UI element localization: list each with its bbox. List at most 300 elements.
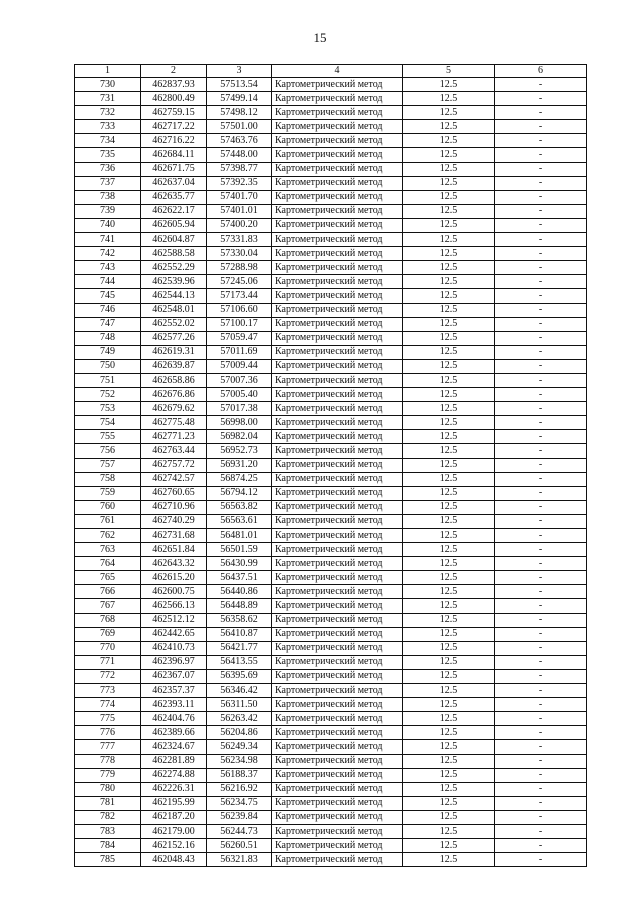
note-cell: - [495, 162, 587, 176]
accuracy-cell: 12.5 [403, 486, 495, 500]
accuracy-cell: 12.5 [403, 303, 495, 317]
y-coordinate-cell: 56321.83 [207, 853, 272, 867]
y-coordinate-cell: 56481.01 [207, 529, 272, 543]
method-cell: Картометрический метод [272, 247, 403, 261]
point-number-cell: 757 [75, 458, 141, 472]
method-cell: Картометрический метод [272, 275, 403, 289]
point-number-cell: 747 [75, 317, 141, 331]
y-coordinate-cell: 57100.17 [207, 317, 272, 331]
method-cell: Картометрический метод [272, 331, 403, 345]
note-cell: - [495, 853, 587, 867]
x-coordinate-cell: 462566.13 [141, 599, 207, 613]
method-cell: Картометрический метод [272, 78, 403, 92]
y-coordinate-cell: 56437.51 [207, 571, 272, 585]
point-number-cell: 732 [75, 106, 141, 120]
point-number-cell: 738 [75, 190, 141, 204]
note-cell: - [495, 543, 587, 557]
point-number-cell: 764 [75, 557, 141, 571]
y-coordinate-cell: 57245.06 [207, 275, 272, 289]
method-cell: Картометрический метод [272, 218, 403, 232]
table-row [75, 176, 587, 190]
accuracy-cell: 12.5 [403, 373, 495, 387]
accuracy-cell: 12.5 [403, 275, 495, 289]
point-number-cell: 737 [75, 176, 141, 190]
x-coordinate-cell: 462552.29 [141, 261, 207, 275]
accuracy-cell: 12.5 [403, 78, 495, 92]
y-coordinate-cell: 56346.42 [207, 684, 272, 698]
column-header-2: 2 [141, 65, 207, 78]
accuracy-cell: 12.5 [403, 190, 495, 204]
accuracy-cell: 12.5 [403, 853, 495, 867]
accuracy-cell: 12.5 [403, 176, 495, 190]
accuracy-cell: 12.5 [403, 768, 495, 782]
x-coordinate-cell: 462775.48 [141, 416, 207, 430]
x-coordinate-cell: 462187.20 [141, 810, 207, 824]
table-row [75, 824, 587, 838]
note-cell: - [495, 571, 587, 585]
note-cell: - [495, 345, 587, 359]
note-cell: - [495, 627, 587, 641]
x-coordinate-cell: 462716.22 [141, 134, 207, 148]
note-cell: - [495, 430, 587, 444]
y-coordinate-cell: 57499.14 [207, 92, 272, 106]
x-coordinate-cell: 462639.87 [141, 359, 207, 373]
accuracy-cell: 12.5 [403, 839, 495, 853]
method-cell: Картометрический метод [272, 853, 403, 867]
accuracy-cell: 12.5 [403, 148, 495, 162]
method-cell: Картометрический метод [272, 317, 403, 331]
method-cell: Картометрический метод [272, 655, 403, 669]
note-cell: - [495, 768, 587, 782]
y-coordinate-cell: 57392.35 [207, 176, 272, 190]
accuracy-cell: 12.5 [403, 740, 495, 754]
table-row [75, 712, 587, 726]
method-cell: Картометрический метод [272, 514, 403, 528]
note-cell: - [495, 289, 587, 303]
table-row [75, 162, 587, 176]
point-number-cell: 750 [75, 359, 141, 373]
x-coordinate-cell: 462800.49 [141, 92, 207, 106]
y-coordinate-cell: 56563.61 [207, 514, 272, 528]
accuracy-cell: 12.5 [403, 247, 495, 261]
table-row [75, 444, 587, 458]
table-row [75, 529, 587, 543]
method-cell: Картометрический метод [272, 120, 403, 134]
point-number-cell: 744 [75, 275, 141, 289]
point-number-cell: 762 [75, 529, 141, 543]
accuracy-cell: 12.5 [403, 92, 495, 106]
note-cell: - [495, 698, 587, 712]
x-coordinate-cell: 462604.87 [141, 233, 207, 247]
table-row [75, 698, 587, 712]
y-coordinate-cell: 57011.69 [207, 345, 272, 359]
accuracy-cell: 12.5 [403, 641, 495, 655]
note-cell: - [495, 106, 587, 120]
x-coordinate-cell: 462442.65 [141, 627, 207, 641]
accuracy-cell: 12.5 [403, 684, 495, 698]
table-row [75, 853, 587, 867]
point-number-cell: 774 [75, 698, 141, 712]
point-number-cell: 767 [75, 599, 141, 613]
method-cell: Картометрический метод [272, 289, 403, 303]
accuracy-cell: 12.5 [403, 458, 495, 472]
point-number-cell: 730 [75, 78, 141, 92]
table-row [75, 754, 587, 768]
method-cell: Картометрический метод [272, 486, 403, 500]
point-number-cell: 784 [75, 839, 141, 853]
accuracy-cell: 12.5 [403, 204, 495, 218]
method-cell: Картометрический метод [272, 134, 403, 148]
method-cell: Картометрический метод [272, 303, 403, 317]
table-row [75, 782, 587, 796]
note-cell: - [495, 472, 587, 486]
note-cell: - [495, 120, 587, 134]
table-row [75, 627, 587, 641]
method-cell: Картометрический метод [272, 204, 403, 218]
table-row [75, 740, 587, 754]
x-coordinate-cell: 462740.29 [141, 514, 207, 528]
note-cell: - [495, 388, 587, 402]
x-coordinate-cell: 462658.86 [141, 373, 207, 387]
accuracy-cell: 12.5 [403, 162, 495, 176]
point-number-cell: 781 [75, 796, 141, 810]
point-number-cell: 779 [75, 768, 141, 782]
x-coordinate-cell: 462048.43 [141, 853, 207, 867]
x-coordinate-cell: 462389.66 [141, 726, 207, 740]
note-cell: - [495, 740, 587, 754]
table-row [75, 317, 587, 331]
x-coordinate-cell: 462671.75 [141, 162, 207, 176]
y-coordinate-cell: 56395.69 [207, 669, 272, 683]
table-row [75, 416, 587, 430]
accuracy-cell: 12.5 [403, 500, 495, 514]
point-number-cell: 748 [75, 331, 141, 345]
x-coordinate-cell: 462837.93 [141, 78, 207, 92]
y-coordinate-cell: 56188.37 [207, 768, 272, 782]
method-cell: Картометрический метод [272, 92, 403, 106]
point-number-cell: 783 [75, 824, 141, 838]
method-cell: Картометрический метод [272, 416, 403, 430]
note-cell: - [495, 303, 587, 317]
note-cell: - [495, 796, 587, 810]
method-cell: Картометрический метод [272, 388, 403, 402]
table-row [75, 218, 587, 232]
point-number-cell: 782 [75, 810, 141, 824]
x-coordinate-cell: 462367.07 [141, 669, 207, 683]
method-cell: Картометрический метод [272, 190, 403, 204]
table-row [75, 796, 587, 810]
x-coordinate-cell: 462605.94 [141, 218, 207, 232]
note-cell: - [495, 275, 587, 289]
method-cell: Картометрический метод [272, 543, 403, 557]
method-cell: Картометрический метод [272, 529, 403, 543]
table-row [75, 669, 587, 683]
point-number-cell: 735 [75, 148, 141, 162]
point-number-cell: 756 [75, 444, 141, 458]
method-cell: Картометрический метод [272, 613, 403, 627]
accuracy-cell: 12.5 [403, 571, 495, 585]
point-number-cell: 743 [75, 261, 141, 275]
method-cell: Картометрический метод [272, 698, 403, 712]
x-coordinate-cell: 462742.57 [141, 472, 207, 486]
column-header-5: 5 [403, 65, 495, 78]
y-coordinate-cell: 57106.60 [207, 303, 272, 317]
y-coordinate-cell: 56249.34 [207, 740, 272, 754]
y-coordinate-cell: 57401.70 [207, 190, 272, 204]
x-coordinate-cell: 462396.97 [141, 655, 207, 669]
method-cell: Картометрический метод [272, 782, 403, 796]
method-cell: Картометрический метод [272, 726, 403, 740]
x-coordinate-cell: 462179.00 [141, 824, 207, 838]
method-cell: Картометрический метод [272, 684, 403, 698]
point-number-cell: 741 [75, 233, 141, 247]
y-coordinate-cell: 56234.75 [207, 796, 272, 810]
y-coordinate-cell: 56263.42 [207, 712, 272, 726]
page-number: 15 [313, 30, 327, 45]
accuracy-cell: 12.5 [403, 557, 495, 571]
table-row [75, 557, 587, 571]
method-cell: Картометрический метод [272, 148, 403, 162]
method-cell: Картометрический метод [272, 571, 403, 585]
x-coordinate-cell: 462684.11 [141, 148, 207, 162]
y-coordinate-cell: 57009.44 [207, 359, 272, 373]
y-coordinate-cell: 56794.12 [207, 486, 272, 500]
point-number-cell: 765 [75, 571, 141, 585]
x-coordinate-cell: 462552.02 [141, 317, 207, 331]
note-cell: - [495, 712, 587, 726]
method-cell: Картометрический метод [272, 500, 403, 514]
note-cell: - [495, 317, 587, 331]
table-row [75, 261, 587, 275]
point-number-cell: 769 [75, 627, 141, 641]
point-number-cell: 742 [75, 247, 141, 261]
table-row [75, 134, 587, 148]
table-row [75, 486, 587, 500]
point-number-cell: 733 [75, 120, 141, 134]
accuracy-cell: 12.5 [403, 782, 495, 796]
x-coordinate-cell: 462763.44 [141, 444, 207, 458]
accuracy-cell: 12.5 [403, 317, 495, 331]
point-number-cell: 760 [75, 500, 141, 514]
accuracy-cell: 12.5 [403, 345, 495, 359]
x-coordinate-cell: 462760.65 [141, 486, 207, 500]
point-number-cell: 740 [75, 218, 141, 232]
x-coordinate-cell: 462679.62 [141, 402, 207, 416]
method-cell: Картометрический метод [272, 796, 403, 810]
x-coordinate-cell: 462622.17 [141, 204, 207, 218]
accuracy-cell: 12.5 [403, 726, 495, 740]
point-number-cell: 761 [75, 514, 141, 528]
accuracy-cell: 12.5 [403, 698, 495, 712]
note-cell: - [495, 134, 587, 148]
table-row [75, 190, 587, 204]
y-coordinate-cell: 56239.84 [207, 810, 272, 824]
x-coordinate-cell: 462643.32 [141, 557, 207, 571]
table-row [75, 472, 587, 486]
x-coordinate-cell: 462539.96 [141, 275, 207, 289]
x-coordinate-cell: 462274.88 [141, 768, 207, 782]
note-cell: - [495, 782, 587, 796]
x-coordinate-cell: 462357.37 [141, 684, 207, 698]
x-coordinate-cell: 462759.15 [141, 106, 207, 120]
x-coordinate-cell: 462152.16 [141, 839, 207, 853]
note-cell: - [495, 261, 587, 275]
method-cell: Картометрический метод [272, 233, 403, 247]
x-coordinate-cell: 462771.23 [141, 430, 207, 444]
note-cell: - [495, 613, 587, 627]
point-number-cell: 749 [75, 345, 141, 359]
note-cell: - [495, 247, 587, 261]
method-cell: Картометрический метод [272, 162, 403, 176]
method-cell: Картометрический метод [272, 373, 403, 387]
table-row [75, 233, 587, 247]
point-number-cell: 773 [75, 684, 141, 698]
note-cell: - [495, 669, 587, 683]
y-coordinate-cell: 57401.01 [207, 204, 272, 218]
x-coordinate-cell: 462615.20 [141, 571, 207, 585]
point-number-cell: 758 [75, 472, 141, 486]
point-number-cell: 753 [75, 402, 141, 416]
point-number-cell: 780 [75, 782, 141, 796]
accuracy-cell: 12.5 [403, 331, 495, 345]
note-cell: - [495, 500, 587, 514]
table-row [75, 543, 587, 557]
method-cell: Картометрический метод [272, 824, 403, 838]
point-number-cell: 771 [75, 655, 141, 669]
note-cell: - [495, 78, 587, 92]
method-cell: Картометрический метод [272, 458, 403, 472]
point-number-cell: 763 [75, 543, 141, 557]
method-cell: Картометрический метод [272, 557, 403, 571]
x-coordinate-cell: 462600.75 [141, 585, 207, 599]
method-cell: Картометрический метод [272, 106, 403, 120]
accuracy-cell: 12.5 [403, 796, 495, 810]
point-number-cell: 777 [75, 740, 141, 754]
method-cell: Картометрический метод [272, 444, 403, 458]
note-cell: - [495, 92, 587, 106]
method-cell: Картометрический метод [272, 345, 403, 359]
table-row [75, 275, 587, 289]
note-cell: - [495, 176, 587, 190]
note-cell: - [495, 839, 587, 853]
note-cell: - [495, 529, 587, 543]
method-cell: Картометрический метод [272, 599, 403, 613]
y-coordinate-cell: 57005.40 [207, 388, 272, 402]
table-row [75, 458, 587, 472]
method-cell: Картометрический метод [272, 669, 403, 683]
y-coordinate-cell: 56501.59 [207, 543, 272, 557]
y-coordinate-cell: 56216.92 [207, 782, 272, 796]
x-coordinate-cell: 462676.86 [141, 388, 207, 402]
table-row [75, 247, 587, 261]
x-coordinate-cell: 462731.68 [141, 529, 207, 543]
x-coordinate-cell: 462637.04 [141, 176, 207, 190]
method-cell: Картометрический метод [272, 176, 403, 190]
x-coordinate-cell: 462588.58 [141, 247, 207, 261]
x-coordinate-cell: 462757.72 [141, 458, 207, 472]
y-coordinate-cell: 57498.12 [207, 106, 272, 120]
table-row [75, 148, 587, 162]
y-coordinate-cell: 57331.83 [207, 233, 272, 247]
accuracy-cell: 12.5 [403, 218, 495, 232]
table-row [75, 641, 587, 655]
accuracy-cell: 12.5 [403, 712, 495, 726]
y-coordinate-cell: 57448.00 [207, 148, 272, 162]
y-coordinate-cell: 57330.04 [207, 247, 272, 261]
accuracy-cell: 12.5 [403, 754, 495, 768]
y-coordinate-cell: 56311.50 [207, 698, 272, 712]
accuracy-cell: 12.5 [403, 655, 495, 669]
point-number-cell: 768 [75, 613, 141, 627]
table-row [75, 655, 587, 669]
column-header-4: 4 [272, 65, 403, 78]
note-cell: - [495, 233, 587, 247]
method-cell: Картометрический метод [272, 839, 403, 853]
accuracy-cell: 12.5 [403, 669, 495, 683]
y-coordinate-cell: 56234.98 [207, 754, 272, 768]
y-coordinate-cell: 57398.77 [207, 162, 272, 176]
point-number-cell: 759 [75, 486, 141, 500]
x-coordinate-cell: 462512.12 [141, 613, 207, 627]
table-row [75, 78, 587, 92]
x-coordinate-cell: 462544.13 [141, 289, 207, 303]
note-cell: - [495, 204, 587, 218]
point-number-cell: 785 [75, 853, 141, 867]
note-cell: - [495, 444, 587, 458]
point-number-cell: 755 [75, 430, 141, 444]
y-coordinate-cell: 57463.76 [207, 134, 272, 148]
method-cell: Картометрический метод [272, 768, 403, 782]
y-coordinate-cell: 57513.54 [207, 78, 272, 92]
y-coordinate-cell: 56204.86 [207, 726, 272, 740]
y-coordinate-cell: 57501.00 [207, 120, 272, 134]
y-coordinate-cell: 56952.73 [207, 444, 272, 458]
note-cell: - [495, 458, 587, 472]
accuracy-cell: 12.5 [403, 543, 495, 557]
y-coordinate-cell: 56448.89 [207, 599, 272, 613]
column-header-6: 6 [495, 65, 587, 78]
note-cell: - [495, 486, 587, 500]
note-cell: - [495, 754, 587, 768]
x-coordinate-cell: 462393.11 [141, 698, 207, 712]
x-coordinate-cell: 462651.84 [141, 543, 207, 557]
note-cell: - [495, 810, 587, 824]
x-coordinate-cell: 462404.76 [141, 712, 207, 726]
accuracy-cell: 12.5 [403, 120, 495, 134]
table-row [75, 839, 587, 853]
method-cell: Картометрический метод [272, 585, 403, 599]
x-coordinate-cell: 462717.22 [141, 120, 207, 134]
note-cell: - [495, 641, 587, 655]
table-row [75, 92, 587, 106]
table-row [75, 106, 587, 120]
y-coordinate-cell: 56563.82 [207, 500, 272, 514]
x-coordinate-cell: 462410.73 [141, 641, 207, 655]
table-header-row [75, 65, 587, 78]
table-row [75, 402, 587, 416]
point-number-cell: 775 [75, 712, 141, 726]
accuracy-cell: 12.5 [403, 430, 495, 444]
note-cell: - [495, 655, 587, 669]
table-row [75, 331, 587, 345]
accuracy-cell: 12.5 [403, 402, 495, 416]
point-number-cell: 776 [75, 726, 141, 740]
coordinates-table [74, 64, 587, 867]
method-cell: Картометрический метод [272, 740, 403, 754]
table-row [75, 373, 587, 387]
y-coordinate-cell: 56440.86 [207, 585, 272, 599]
accuracy-cell: 12.5 [403, 106, 495, 120]
